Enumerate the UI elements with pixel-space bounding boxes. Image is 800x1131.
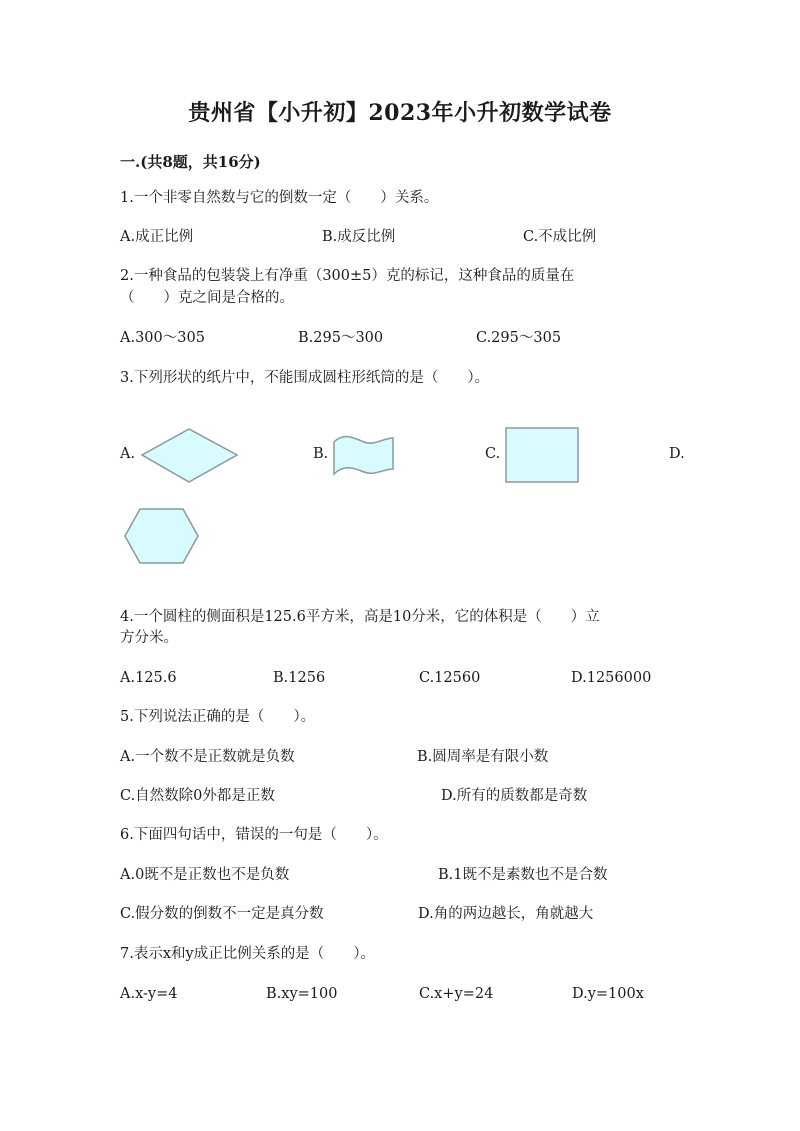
hexagon-icon[interactable] bbox=[124, 507, 200, 565]
option-a[interactable]: A.成正比例 bbox=[120, 229, 194, 245]
wavy-rectangle-icon[interactable] bbox=[332, 434, 396, 478]
option-b[interactable]: B.xy=100 bbox=[266, 986, 338, 1002]
option-b[interactable]: B. bbox=[313, 446, 329, 462]
option-a[interactable]: A.300～305 bbox=[120, 330, 205, 346]
question-text-continued: 方分米。 bbox=[120, 630, 178, 646]
option-c[interactable]: C.不成比例 bbox=[523, 229, 597, 245]
option-c[interactable]: C.x+y=24 bbox=[419, 986, 494, 1002]
option-d[interactable]: D.所有的质数都是奇数 bbox=[441, 788, 588, 804]
option-c[interactable]: C.12560 bbox=[419, 670, 481, 686]
rhombus-icon[interactable] bbox=[140, 428, 240, 484]
option-b[interactable]: B.圆周率是有限小数 bbox=[417, 749, 549, 765]
question-text: 1.一个非零自然数与它的倒数一定（ ）关系。 bbox=[120, 190, 439, 206]
page-title: 贵州省【小升初】2023年小升初数学试卷 bbox=[188, 100, 612, 126]
option-c[interactable]: C.自然数除0外都是正数 bbox=[120, 788, 275, 804]
option-c[interactable]: C.295～305 bbox=[476, 330, 562, 346]
question-text-continued: （ ）克之间是合格的。 bbox=[120, 290, 294, 306]
question-text: 7.表示x和y成正比例关系的是（ ）。 bbox=[120, 946, 375, 962]
option-a[interactable]: A.x-y=4 bbox=[120, 986, 178, 1002]
option-a[interactable]: A. bbox=[120, 446, 136, 462]
question-text: 4.一个圆柱的侧面积是125.6平方米，高是10分米，它的体积是（ ）立 bbox=[120, 609, 600, 625]
question-text: 2.一种食品的包装袋上有净重（300±5）克的标记，这种食品的质量在 bbox=[120, 268, 575, 284]
option-d[interactable]: D.y=100x bbox=[572, 986, 644, 1002]
question-text: 5.下列说法正确的是（ ）。 bbox=[120, 709, 316, 725]
option-c[interactable]: C. bbox=[485, 446, 501, 462]
option-a[interactable]: A.0既不是正数也不是负数 bbox=[120, 867, 290, 883]
option-b[interactable]: B.1256 bbox=[273, 670, 326, 686]
option-a[interactable]: A.125.6 bbox=[120, 670, 177, 686]
question-text: 3.下列形状的纸片中，不能围成圆柱形纸筒的是（ ）。 bbox=[120, 370, 490, 386]
option-c[interactable]: C.假分数的倒数不一定是真分数 bbox=[120, 906, 324, 922]
option-b[interactable]: B.1既不是素数也不是合数 bbox=[438, 867, 608, 883]
option-b[interactable]: B.295～300 bbox=[298, 330, 384, 346]
option-d[interactable]: D.角的两边越长，角就越大 bbox=[418, 906, 594, 922]
question-text: 6.下面四句话中，错误的一句是（ ）。 bbox=[120, 827, 388, 843]
option-d[interactable]: D.1256000 bbox=[571, 670, 652, 686]
option-b[interactable]: B.成反比例 bbox=[322, 229, 396, 245]
option-d[interactable]: D. bbox=[669, 446, 685, 462]
section-heading: 一.(共8题，共16分) bbox=[120, 153, 261, 171]
option-a[interactable]: A.一个数不是正数就是负数 bbox=[120, 749, 295, 765]
rectangle-icon[interactable] bbox=[505, 427, 579, 483]
